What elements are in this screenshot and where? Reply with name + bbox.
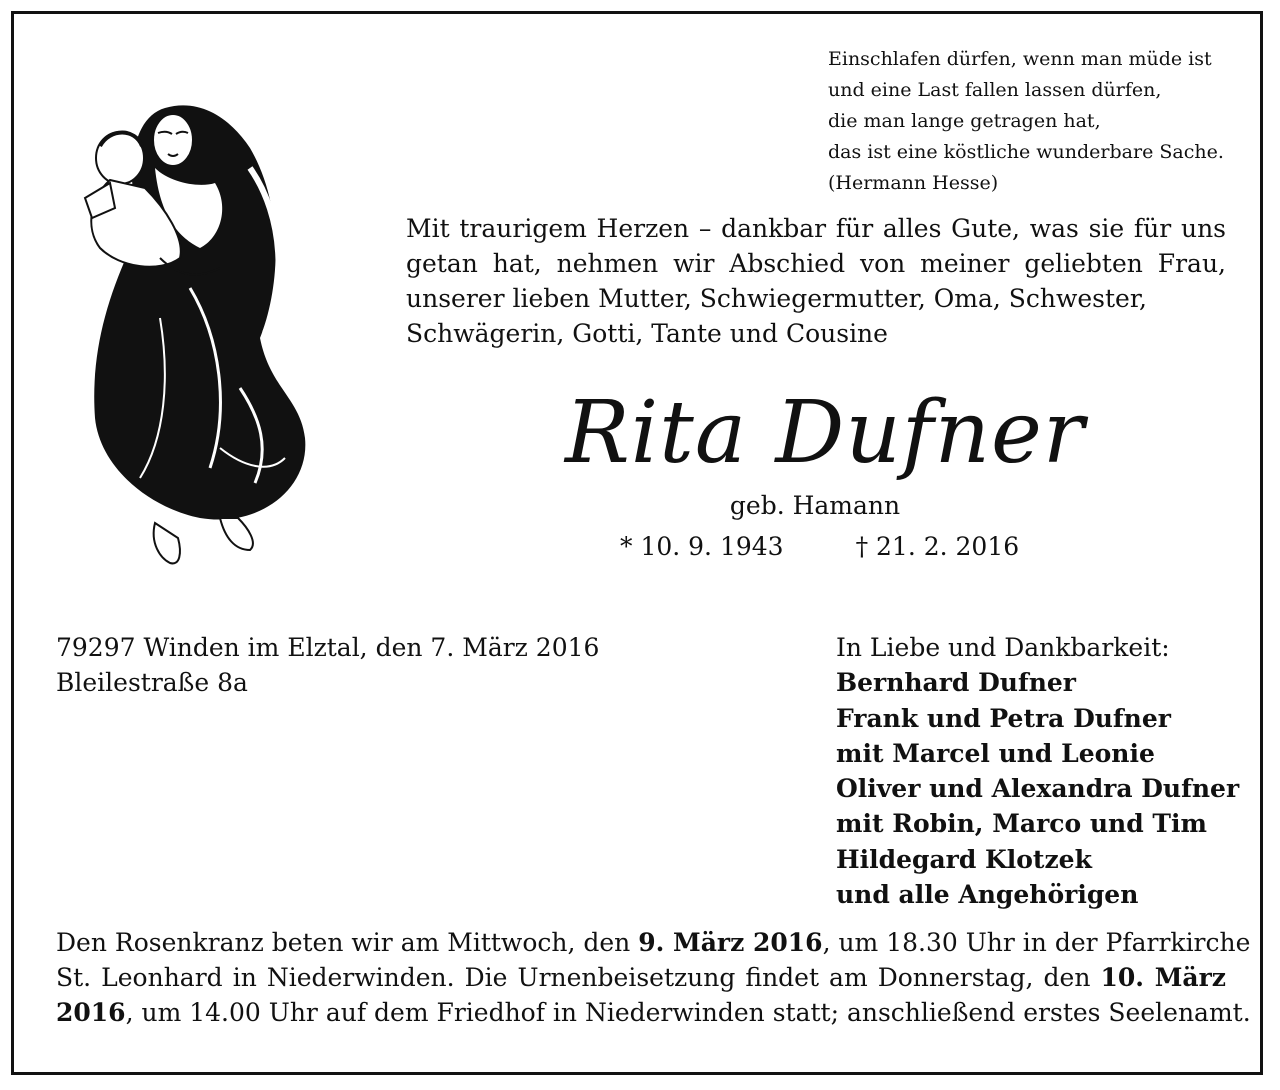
quote-line: und eine Last fallen lassen dürfen, (828, 79, 1162, 101)
address-line: Bleilestraße 8a (56, 668, 248, 697)
quote-author: (Hermann Hesse) (828, 172, 999, 194)
place-date (56, 630, 599, 700)
quote-line: das ist eine köstliche wunderbare Sache. (828, 141, 1224, 163)
burial-year: 2016 (56, 998, 126, 1027)
family-member: mit Robin, Marco und Tim (836, 809, 1207, 839)
place-date-line: 79297 Winden im Elztal, den 7. März 2016 (56, 633, 600, 662)
intro-line: Schwägerin, Gotti, Tante und Cousine (406, 319, 888, 348)
hesse-quote (828, 44, 1248, 199)
deceased-name: Rita Dufner (565, 383, 1085, 483)
family-member: und alle Angehörigen (836, 880, 1139, 910)
family-list (836, 630, 1239, 912)
quote-line: die man lange getragen hat, (828, 110, 1101, 132)
rosary-date: 9. März 2016 (638, 928, 823, 957)
intro-line: unserer lieben Mutter, Schwiegermutter, Oma, Schwester, (406, 284, 1147, 313)
madonna-child-icon (70, 88, 320, 578)
birth-date: * 10. 9. 1943 (620, 532, 784, 561)
service-line: Den Rosenkranz beten wir am Mittwoch, den 9. März 2016, um 18.30 Uhr in der Pfarrkirche (56, 928, 1251, 957)
intro-line: getan hat, nehmen wir Abschied von meiner geliebten Frau, (406, 249, 1226, 278)
service-info (56, 925, 1251, 1030)
family-member: Bernhard Dufner (836, 668, 1076, 698)
intro-line: Mit traurigem Herzen – dankbar für alles Gute, was sie für uns (406, 214, 1226, 243)
family-heading: In Liebe und Dankbarkeit: (836, 633, 1170, 662)
life-dates (620, 530, 1040, 564)
family-member: Hildegard Klotzek (836, 844, 1092, 874)
quote-line: Einschlafen dürfen, wenn man müde ist (828, 48, 1212, 70)
family-member: mit Marcel und Leonie (836, 738, 1155, 768)
death-date: † 21. 2. 2016 (855, 532, 1020, 561)
burial-date: 10. März (1100, 963, 1226, 992)
service-line: 2016, um 14.00 Uhr auf dem Friedhof in Niederwinden statt; anschließend erstes Seelenamt. (56, 998, 1251, 1027)
service-line: St. Leonhard in Niederwinden. Die Urnenbeisetzung findet am Donnerstag, den 10. März (56, 963, 1226, 992)
intro-text (406, 211, 1226, 351)
family-member: Oliver und Alexandra Dufner (836, 774, 1240, 804)
maiden-name: geb. Hamann (729, 491, 901, 520)
family-member: Frank und Petra Dufner (836, 703, 1171, 733)
